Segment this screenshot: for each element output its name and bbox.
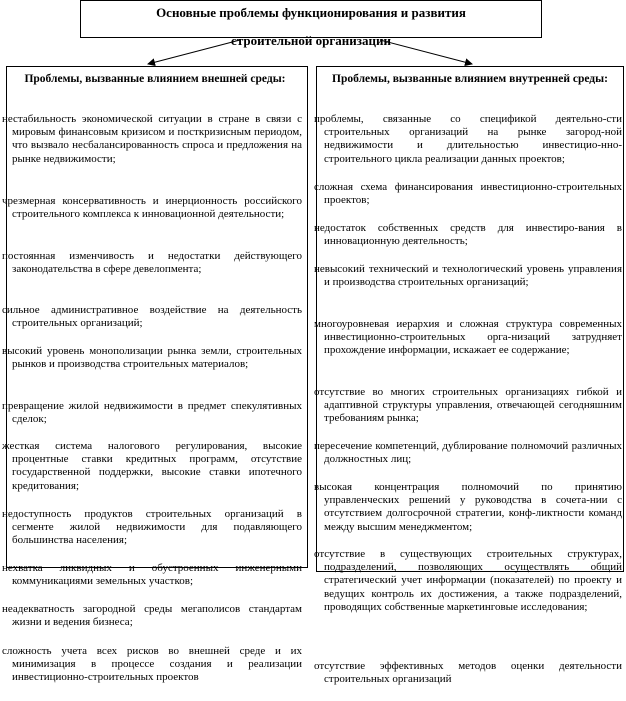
- external-item: чрезмерная консервативность и инерционность российского строительного комплекса к инновационной деятельности;: [2, 195, 302, 221]
- external-item: сильное административное воздействие на деятельность строительных организаций;: [2, 304, 302, 330]
- title-line-1: Основные проблемы функционирования и развития: [156, 5, 466, 20]
- external-item: жесткая система налогового регулирования, высокие процентные ставки кредитных программ, отсутствие государственной поддержки, высокие ставки ипотечного кредитования;: [2, 440, 302, 492]
- external-item: нехватка ликвидных и обустроенных инженерными коммуникациями земельных участков;: [2, 562, 302, 588]
- external-item: превращение жилой недвижимости в предмет спекулятивных сделок;: [2, 400, 302, 426]
- internal-item: отсутствие в существующих строительных структурах, подразделений, позволяющих осуществлять общий стратегический учет информации (показателей) по проекту и ведущих контроль их достижения, а также подразделений, проводящих собственные маркетинговые исследования;: [314, 548, 622, 613]
- external-item: неадекватность загородной среды мегаполисов стандартам жизни и ведения бизнеса;: [2, 603, 302, 629]
- title-line-2: строительной организации: [231, 33, 391, 48]
- internal-item: сложная схема финансирования инвестиционно-строительных проектов;: [314, 181, 622, 207]
- external-item: нестабильность экономической ситуации в стране в связи с мировым финансовым кризисом и посткризисным периодом, что вызвало несбалансированность спроса и предложения на рынке недвижимости;: [2, 113, 302, 165]
- external-item: недоступность продуктов строительных организаций в сегменте жилой недвижимости для подавляющего большинства населения;: [2, 508, 302, 547]
- internal-heading: Проблемы, вызванные влиянием внутренней среды:: [332, 73, 608, 85]
- internal-item: отсутствие эффективных методов оценки деятельности строительных организаций: [314, 660, 622, 686]
- internal-item: пересечение компетенций, дублирование полномочий различных должностных лиц;: [314, 440, 622, 466]
- external-heading: Проблемы, вызванные влиянием внешней среды:: [24, 73, 286, 85]
- internal-item: проблемы, связанные со спецификой деятельно-сти строительных организаций на рынке загород-ной недвижимости и длительностью инвестицио-нно-строительного цикла реализации данных проектов;: [314, 113, 622, 165]
- internal-item: многоуровневая иерархия и сложная структура современных инвестиционно-строительных орга-низаций затрудняет прохождение информации, искажает ее содержание;: [314, 318, 622, 357]
- internal-item: недостаток собственных средств для инвестиро-вания в инновационную деятельность;: [314, 222, 622, 248]
- internal-item: невысокий технический и технологический уровень управления и производства строительных организаций;: [314, 263, 622, 289]
- internal-item: отсутствие во многих строительных организациях гибкой и адаптивной структуры управления, отвечающей сегодняшним требованиям рынка;: [314, 386, 622, 425]
- external-item: постоянная изменчивость и недостатки действующего законодательства в сфере девелопмента;: [2, 250, 302, 276]
- external-item: сложность учета всех рисков во внешней среде и их минимизация в процессе создания и реализации инвестиционно-строительных проектов: [2, 645, 302, 684]
- external-item: высокий уровень монополизации рынка земли, строительных рынков и производства строительных материалов;: [2, 345, 302, 371]
- internal-item: высокая концентрация полномочий по принятию управленческих решений у руководства в сочета-нии с отсутствием долгосрочной стратегии, конф-ликтности команд между высшим менеджментом;: [314, 481, 622, 533]
